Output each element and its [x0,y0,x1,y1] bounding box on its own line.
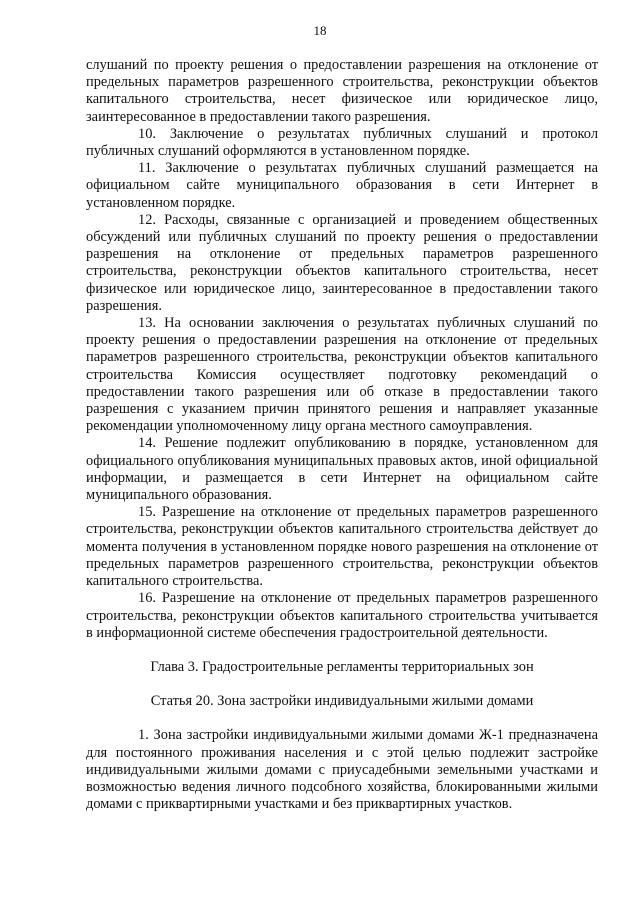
chapter-heading: Глава 3. Градостроительные регламенты территориальных зон [150,658,534,675]
page-number: 18 [313,23,327,38]
paragraph-14: 14. Решение подлежит опубликованию в порядке, установленном для официального опубликования муниципальных правовых актов, иной официальной информации, и размещается в сети Интернет на официальном сайте муниципального образования. [86,435,598,504]
paragraph-11: 11. Заключение о результатах публичных слушаний размещается на официальном сайте муниципального образования в сети Интернет в установленном порядке. [86,160,598,211]
paragraph-12: 12. Расходы, связанные с организацией и проведением общественных обсуждений или публичных слушаний по проекту решения о предоставлении разрешения на отклонение от предельных параметров разрешенного строительства, реконструкции объектов капитального строительства, несет физическое или юридическое лицо, заинтересованное в предоставлении такого разрешения. [86,211,598,314]
paragraph-10: 10. Заключение о результатах публичных слушаний и протокол публичных слушаний оформляются в установленном порядке. [86,125,598,160]
paragraph-13: 13. На основании заключения о результатах публичных слушаний по проекту решения о предоставлении разрешения на отклонение от предельных параметров разрешенного строительства, реконструкции объектов капитального строительства Комиссия осуществляет подготовку рекомендаций о предоставлении такого разрешения или об отказе в предоставлении такого разрешения с указанием причин принятого решения и направляет указанные рекомендации уполномоченному лицу органа местного самоуправления. [86,315,598,435]
paragraph-16: 16. Разрешение на отклонение от предельных параметров разрешенного строительства, реконструкции объектов капитального строительства учитывается в информационной системе обеспечения градостроительной деятельности. [86,590,598,641]
article-heading: Статья 20. Зона застройки индивидуальными жилыми домами [150,693,534,710]
paragraph-continuation: слушаний по проекту решения о предоставлении разрешения на отклонение от предельных параметров разрешенного строительства, реконструкции объектов капитального строительства, несет физическое или юридическое лицо, заинтересованное в предоставлении такого разрешения. [86,57,598,125]
paragraph-article-1: 1. Зона застройки индивидуальными жилыми домами Ж-1 предназначена для постоянного проживания населения и с этой целью подлежит застройке индивидуальными жилыми домами с приусадебными земельными участками и возможностью ведения личного подсобного хозяйства, блокированными жилыми домами с приквартирными участками и без приквартирных участков. [86,727,598,813]
document-body [86,57,598,813]
paragraph-15: 15. Разрешение на отклонение от предельных параметров разрешенного строительства, реконструкции объектов капитального строительства действует до момента получения в установленном порядке нового разрешения на отклонение от предельных параметров разрешенного строительства, реконструкции объектов капитального строительства. [86,504,598,590]
